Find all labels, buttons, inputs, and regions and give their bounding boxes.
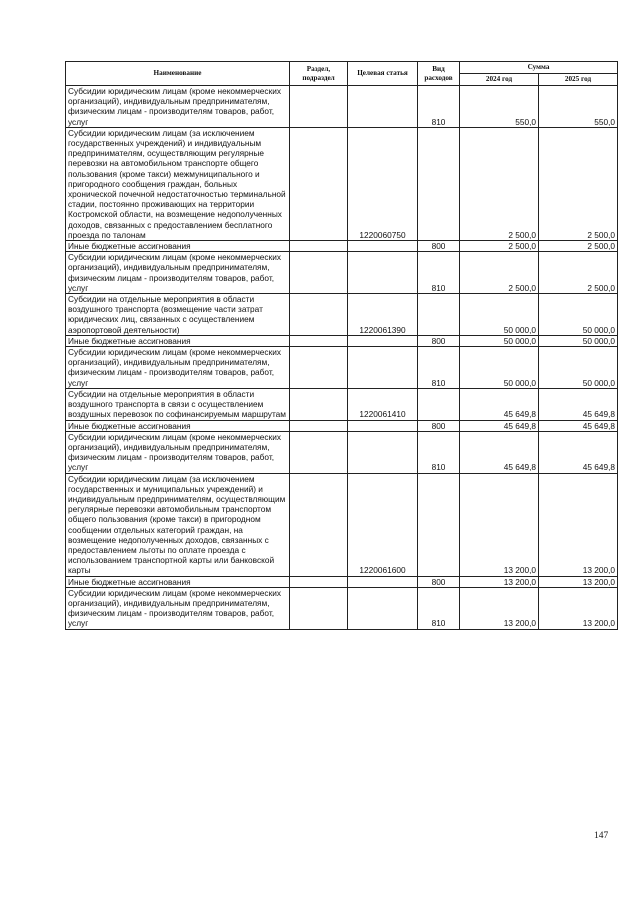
row-target: 1220061600 (348, 473, 418, 576)
row-section (290, 294, 348, 336)
row-kind: 810 (418, 347, 460, 389)
row-target (348, 420, 418, 431)
header-year-2024: 2024 год (460, 74, 539, 86)
row-amount-2025: 50 000,0 (539, 347, 618, 389)
row-kind: 800 (418, 420, 460, 431)
row-name: Субсидии на отдельные мероприятия в области воздушного транспорта (возмещение части затрат юридических лиц, связанных с осуществлением аэропортовой деятельности) (66, 294, 290, 336)
row-amount-2024: 45 649,8 (460, 388, 539, 420)
table-body (66, 86, 618, 630)
row-section (290, 473, 348, 576)
row-name: Субсидии юридическим лицам (за исключением государственных учреждений) и индивидуальным предпринимателям, осуществляющим регулярные перевозки на автомобильном транспорте общего пользования (кроме такси) межмуниципального и пригородного сообщения граждан, больных хронической почечной недостаточностью терминальной стадии, постоянно проживающих на территории Костромской области, на возмещение недополученных доходов, связанных с предоставлением бесплатного проезда по талонам (66, 127, 290, 240)
row-kind: 810 (418, 587, 460, 629)
row-amount-2025: 2 500,0 (539, 252, 618, 294)
table-row (66, 241, 618, 252)
row-amount-2024: 550,0 (460, 86, 539, 128)
row-name: Иные бюджетные ассигнования (66, 335, 290, 346)
row-target (348, 86, 418, 128)
row-amount-2024: 50 000,0 (460, 335, 539, 346)
row-kind (418, 127, 460, 240)
row-amount-2025: 13 200,0 (539, 473, 618, 576)
row-name: Иные бюджетные ассигнования (66, 420, 290, 431)
table-row (66, 473, 618, 576)
row-kind: 800 (418, 576, 460, 587)
header-target: Целевая статья (348, 62, 418, 86)
row-kind: 800 (418, 335, 460, 346)
row-amount-2025: 13 200,0 (539, 576, 618, 587)
row-target: 1220061390 (348, 294, 418, 336)
table-row (66, 431, 618, 473)
row-amount-2025: 45 649,8 (539, 431, 618, 473)
row-kind: 800 (418, 241, 460, 252)
row-target (348, 335, 418, 346)
row-name: Субсидии юридическим лицам (кроме некоммерческих организаций), индивидуальным предпринимателям, физическим лицам - производителям товаров, работ, услуг (66, 86, 290, 128)
row-amount-2025: 45 649,8 (539, 388, 618, 420)
row-amount-2025: 2 500,0 (539, 127, 618, 240)
row-amount-2025: 13 200,0 (539, 587, 618, 629)
header-year-2025: 2025 год (539, 74, 618, 86)
row-amount-2025: 45 649,8 (539, 420, 618, 431)
row-amount-2024: 2 500,0 (460, 241, 539, 252)
row-name: Субсидии юридическим лицам (за исключением государственных и муниципальных учреждений) и индивидуальным предпринимателям, осуществляющим регулярные перевозки автомобильным транспортом общего пользования (кроме такси) в пригородном сообщении отдельных категорий граждан, на возмещение недополученных доходов, связанных с предоставлением льготы по оплате проезда с использованием транспортной карты или банковской карты (66, 473, 290, 576)
header-section: Раздел, подраздел (290, 62, 348, 86)
row-amount-2024: 45 649,8 (460, 431, 539, 473)
row-amount-2024: 2 500,0 (460, 127, 539, 240)
row-amount-2024: 50 000,0 (460, 347, 539, 389)
row-amount-2025: 2 500,0 (539, 241, 618, 252)
row-amount-2024: 50 000,0 (460, 294, 539, 336)
row-kind: 810 (418, 252, 460, 294)
row-kind (418, 388, 460, 420)
page-number: 147 (594, 831, 609, 841)
row-amount-2024: 13 200,0 (460, 576, 539, 587)
table-row (66, 252, 618, 294)
table-row (66, 347, 618, 389)
row-target: 1220060750 (348, 127, 418, 240)
row-name: Субсидии юридическим лицам (кроме некоммерческих организаций), индивидуальным предпринимателям, физическим лицам - производителям товаров, работ, услуг (66, 252, 290, 294)
row-amount-2025: 50 000,0 (539, 294, 618, 336)
row-kind (418, 473, 460, 576)
row-section (290, 335, 348, 346)
row-section (290, 252, 348, 294)
row-amount-2024: 45 649,8 (460, 420, 539, 431)
table-row (66, 335, 618, 346)
row-amount-2024: 13 200,0 (460, 473, 539, 576)
row-name: Субсидии юридическим лицам (кроме некоммерческих организаций), индивидуальным предпринимателям, физическим лицам - производителям товаров, работ, услуг (66, 347, 290, 389)
row-amount-2024: 2 500,0 (460, 252, 539, 294)
row-target (348, 431, 418, 473)
table-row (66, 294, 618, 336)
table-row (66, 420, 618, 431)
row-name: Субсидии на отдельные мероприятия в области воздушного транспорта в связи с осуществлением воздушных перевозок по софинансируемым маршрутам (66, 388, 290, 420)
row-target (348, 347, 418, 389)
row-target (348, 252, 418, 294)
row-target (348, 241, 418, 252)
budget-table (65, 61, 618, 630)
row-amount-2025: 550,0 (539, 86, 618, 128)
row-kind (418, 294, 460, 336)
row-section (290, 388, 348, 420)
table-row (66, 587, 618, 629)
table-row (66, 388, 618, 420)
row-amount-2025: 50 000,0 (539, 335, 618, 346)
header-name: Наименование (66, 62, 290, 86)
row-amount-2024: 13 200,0 (460, 587, 539, 629)
header-kind: Вид расходов (418, 62, 460, 86)
row-name: Субсидии юридическим лицам (кроме некоммерческих организаций), индивидуальным предпринимателям, физическим лицам - производителям товаров, работ, услуг (66, 431, 290, 473)
row-section (290, 347, 348, 389)
row-target (348, 587, 418, 629)
row-section (290, 241, 348, 252)
row-section (290, 420, 348, 431)
table-row (66, 127, 618, 240)
table-row (66, 86, 618, 128)
row-name: Иные бюджетные ассигнования (66, 576, 290, 587)
table-row (66, 576, 618, 587)
row-section (290, 587, 348, 629)
table-header (66, 62, 618, 86)
row-section (290, 127, 348, 240)
row-kind: 810 (418, 431, 460, 473)
row-section (290, 86, 348, 128)
row-target (348, 576, 418, 587)
row-name: Иные бюджетные ассигнования (66, 241, 290, 252)
header-sum: Сумма (460, 62, 618, 74)
row-name: Субсидии юридическим лицам (кроме некоммерческих организаций), индивидуальным предпринимателям, физическим лицам - производителям товаров, работ, услуг (66, 587, 290, 629)
row-section (290, 431, 348, 473)
row-kind: 810 (418, 86, 460, 128)
row-target: 1220061410 (348, 388, 418, 420)
row-section (290, 576, 348, 587)
